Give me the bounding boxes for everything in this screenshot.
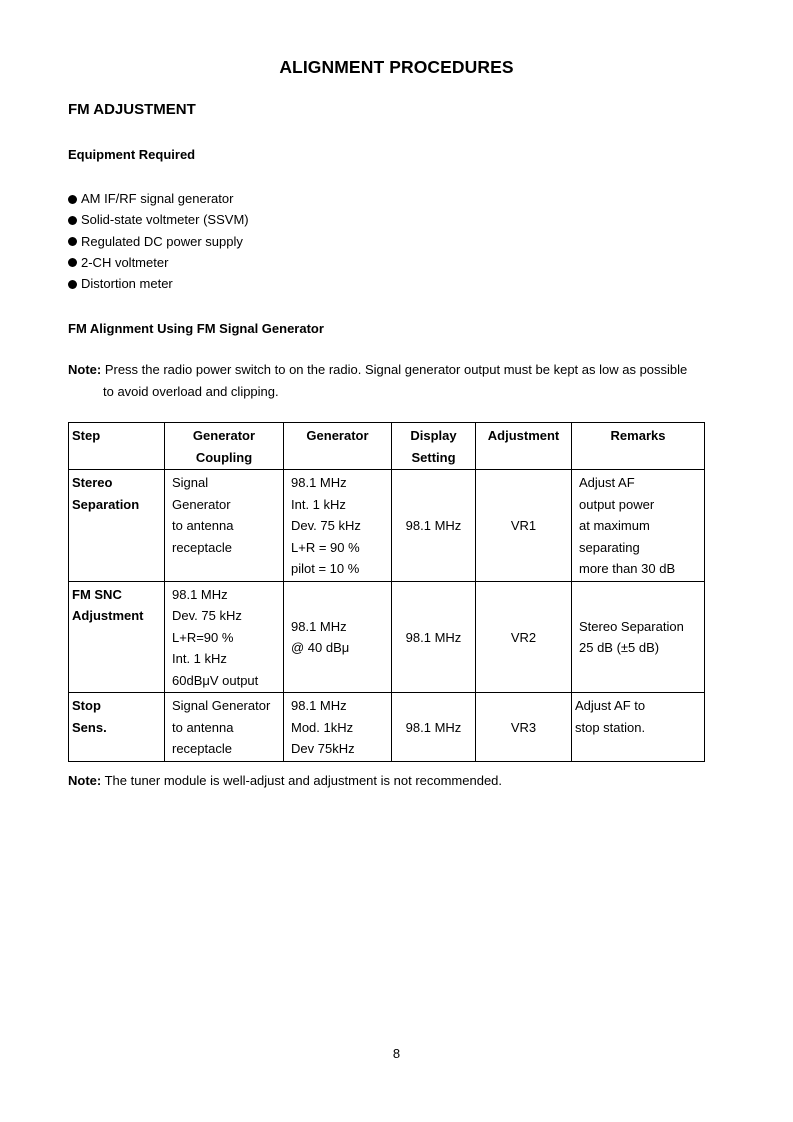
bullet-icon (68, 216, 77, 225)
equipment-item: 2-CH voltmeter (81, 254, 169, 270)
note-label: Note: (68, 773, 102, 788)
table-row (69, 693, 705, 762)
note-top (68, 359, 718, 403)
note-text: Press the radio power switch to on the radio. Signal generator output must be kept as low as possible (101, 362, 688, 377)
generator-cell: 98.1 MHz @ 40 dBμ (284, 581, 392, 693)
note-text: The tuner module is well-adjust and adjustment is not recommended. (101, 773, 503, 788)
alignment-table (68, 422, 705, 762)
display-cell: 98.1 MHz (392, 581, 476, 693)
display-cell: 98.1 MHz (392, 470, 476, 582)
coupling-cell: Signal Generator to antenna receptacle (165, 470, 284, 582)
bullet-icon (68, 195, 77, 204)
remarks-cell: Adjust AF output power at maximum separating more than 30 dB (572, 470, 705, 582)
bullet-icon (68, 237, 77, 246)
table-row (69, 470, 705, 582)
bullet-icon (68, 258, 77, 267)
header-generator: Generator (284, 423, 392, 470)
page-title: ALIGNMENT PROCEDURES (279, 57, 514, 77)
coupling-cell: 98.1 MHz Dev. 75 kHz L+R=90 % Int. 1 kHz 60dBμV output (165, 581, 284, 693)
bullet-icon (68, 280, 77, 289)
generator-cell: 98.1 MHz Int. 1 kHz Dev. 75 kHz L+R = 90 % pilot = 10 % (284, 470, 392, 582)
table-header-row (69, 423, 705, 470)
adjustment-cell: VR2 (476, 581, 572, 693)
equipment-item: Solid-state voltmeter (SSVM) (81, 212, 249, 228)
header-adjustment: Adjustment (476, 423, 572, 470)
list-item (68, 188, 249, 209)
header-generator-coupling: Generator Coupling (165, 423, 284, 470)
alignment-heading: FM Alignment Using FM Signal Generator (68, 321, 324, 336)
table-row (69, 581, 705, 693)
list-item (68, 231, 249, 252)
generator-cell: 98.1 MHz Mod. 1kHz Dev 75kHz (284, 693, 392, 762)
equipment-heading: Equipment Required (68, 147, 196, 162)
step-cell: Stereo Separation (69, 470, 165, 582)
header-remarks: Remarks (572, 423, 705, 470)
display-cell: 98.1 MHz (392, 693, 476, 762)
equipment-list (68, 188, 249, 294)
equipment-item: Distortion meter (81, 276, 173, 292)
note-label: Note: (68, 362, 102, 377)
remarks-cell: Adjust AF to stop station. (572, 693, 705, 762)
adjustment-cell: VR3 (476, 693, 572, 762)
list-item (68, 209, 249, 230)
remarks-cell: Stereo Separation 25 dB (±5 dB) (572, 581, 705, 693)
header-step: Step (69, 423, 165, 470)
section-title: FM ADJUSTMENT (68, 101, 196, 118)
page-number: 8 (392, 1046, 401, 1061)
step-cell: Stop Sens. (69, 693, 165, 762)
list-item (68, 273, 249, 294)
adjustment-cell: VR1 (476, 470, 572, 582)
equipment-item: AM IF/RF signal generator (81, 191, 234, 206)
note-line-2: to avoid overload and clipping. (103, 384, 279, 399)
note-line-1 (68, 359, 718, 381)
note-bottom (68, 770, 718, 792)
equipment-item: Regulated DC power supply (81, 233, 243, 249)
list-item (68, 252, 249, 273)
coupling-cell: Signal Generator to antenna receptacle (165, 693, 284, 762)
header-display-setting: Display Setting (392, 423, 476, 470)
step-cell: FM SNC Adjustment (69, 581, 165, 693)
